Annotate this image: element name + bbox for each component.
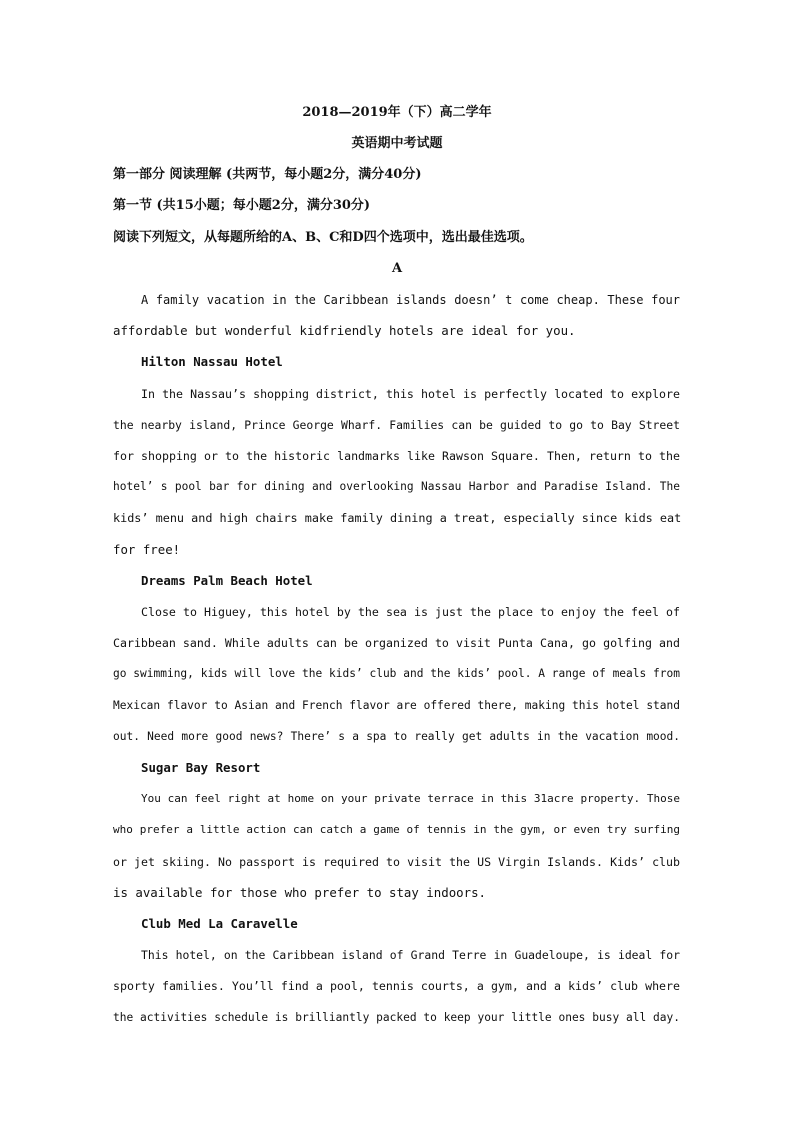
hotel-description-line: This hotel, on the Caribbean island of Grand Terre in Guadeloupe, is ideal for [141, 948, 680, 962]
hotel-description-line: for free! [113, 542, 181, 557]
hotel-description-line: who prefer a little action can catch a game of tennis in the gym, or even try surfing [113, 823, 680, 836]
part-heading: 第一部分 阅读理解 (共两节，每小题2分，满分40分) [113, 167, 422, 182]
intro-line: A family vacation in the Caribbean islands doesn’ t come cheap. These four [141, 293, 680, 307]
hotel-description-line: kids’ menu and high chairs make family dining a treat, especially since kids eat [113, 511, 682, 525]
section-heading: 第一节 (共15小题；每小题2分，满分30分) [113, 198, 371, 213]
hotel-description-line: Mexican flavor to Asian and French flavor are offered there, making this hotel stand [113, 699, 680, 712]
hotel-name: Hilton Nassau Hotel [141, 354, 283, 369]
hotel-description-line: or jet skiing. No passport is required to visit the US Virgin Islands. Kids’ club [113, 855, 680, 869]
exam-year-title: 2018—2019年（下）高二学年 [302, 105, 492, 120]
hotel-description-line: In the Nassau’s shopping district, this hotel is perfectly located to explore [141, 387, 680, 401]
hotel-description-line: the activities schedule is brilliantly packed to keep your little ones busy all day. [113, 1011, 680, 1024]
hotel-description-line: hotel’ s pool bar for dining and overlooking Nassau Harbor and Paradise Island. The [113, 480, 680, 493]
hotel-name: Club Med La Caravelle [141, 916, 298, 931]
hotel-description-line: Close to Higuey, this hotel by the sea is just the place to enjoy the feel of [141, 605, 680, 619]
intro-line: affordable but wonderful kidfriendly hotels are ideal for you. [113, 323, 576, 338]
hotel-description-line: for shopping or to the historic landmarks like Rawson Square. Then, return to the [113, 449, 680, 463]
hotel-name: Dreams Palm Beach Hotel [141, 573, 313, 588]
hotel-description-line: out. Need more good news? There’ s a spa to really get adults in the vacation mood. [113, 730, 680, 743]
hotel-description-line: the nearby island, Prince George Wharf. Families can be guided to go to Bay Street [113, 418, 680, 432]
hotel-description-line: You can feel right at home on your private terrace in this 31acre property. Those [141, 792, 680, 805]
instruction-text: 阅读下列短文，从每题所给的A、B、C和D四个选项中，选出最佳选项。 [113, 230, 533, 245]
exam-subject-title: 英语期中考试题 [351, 136, 443, 151]
hotel-description-line: sporty families. You’ll find a pool, tennis courts, a gym, and a kids’ club where [113, 979, 680, 993]
passage-letter: A [391, 261, 403, 276]
hotel-name: Sugar Bay Resort [141, 760, 261, 775]
hotel-description-line: Caribbean sand. While adults can be organized to visit Punta Cana, go golfing and [113, 636, 680, 650]
hotel-description-line: go swimming, kids will love the kids’ club and the kids’ pool. A range of meals from [113, 667, 680, 680]
hotel-description-line: is available for those who prefer to stay indoors. [113, 885, 486, 900]
